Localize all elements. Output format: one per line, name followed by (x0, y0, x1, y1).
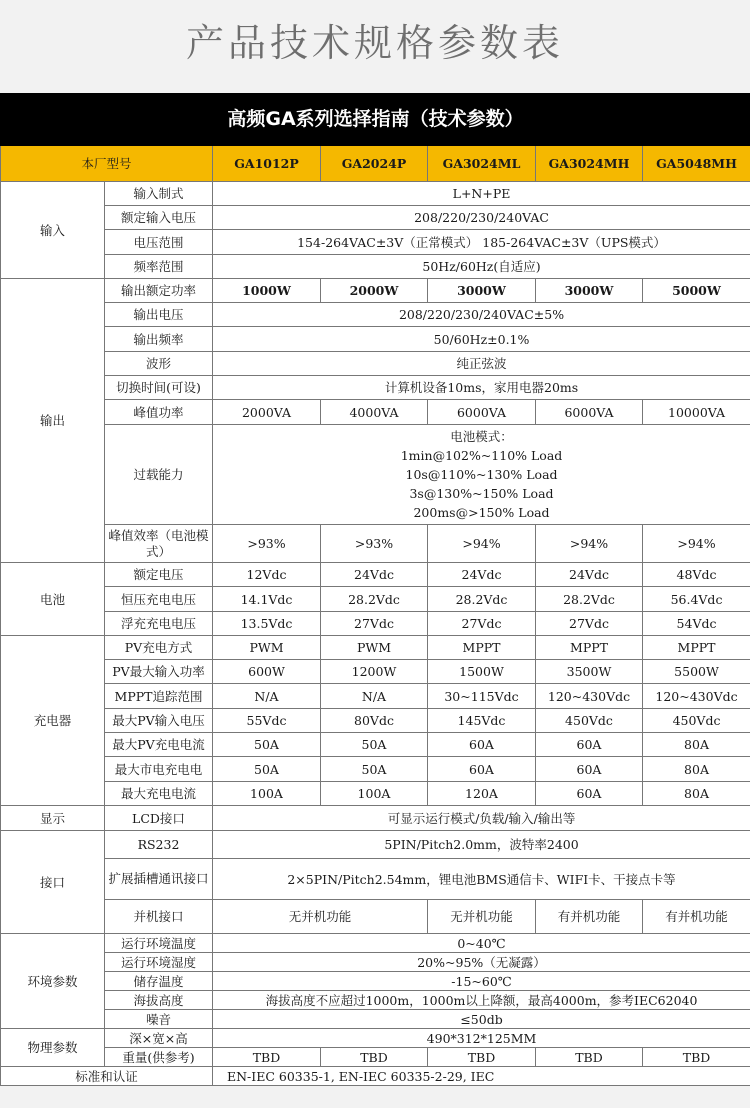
param-value: 3500W (536, 660, 643, 684)
param-value: 12Vdc (213, 563, 321, 587)
table-row (1, 400, 750, 425)
param-value: PWM (321, 636, 428, 660)
param-value: 80Vdc (321, 709, 428, 733)
param-value: 5500W (643, 660, 750, 684)
param-value: 50A (321, 733, 428, 757)
table-row (1, 1048, 750, 1067)
param-value: 50A (213, 757, 321, 782)
param-value: 0~40℃ (213, 934, 750, 953)
param-value: 30~115Vdc (428, 684, 536, 709)
param-value: >94% (643, 525, 750, 563)
table-row (1, 782, 750, 806)
param-value: 24Vdc (321, 563, 428, 587)
param-value: 10000VA (643, 400, 750, 425)
param-label: 输入制式 (105, 182, 213, 206)
param-label: 深×宽×高 (105, 1029, 213, 1048)
param-value: 有并机功能 (536, 900, 643, 934)
param-value: 120A (428, 782, 536, 806)
table-row (1, 425, 750, 525)
param-value: 5000W (643, 279, 750, 303)
param-label: 最大PV输入电压 (105, 709, 213, 733)
param-label: 运行环境湿度 (105, 953, 213, 972)
table-row (1, 279, 750, 303)
param-label: 峰值效率（电池模式） (105, 525, 213, 563)
param-value: 纯正弦波 (213, 352, 750, 376)
model-header: GA2024P (321, 146, 428, 182)
param-label: 额定电压 (105, 563, 213, 587)
header-row (1, 146, 750, 182)
table-row (1, 303, 750, 327)
param-value: >93% (213, 525, 321, 563)
param-label: LCD接口 (105, 806, 213, 831)
param-label: 最大PV充电电流 (105, 733, 213, 757)
param-value: TBD (213, 1048, 321, 1067)
param-value: 50Hz/60Hz(自适应) (213, 255, 750, 279)
table-row (1, 733, 750, 757)
param-value: 450Vdc (536, 709, 643, 733)
param-value: 100A (213, 782, 321, 806)
param-value: 24Vdc (536, 563, 643, 587)
param-value: 80A (643, 733, 750, 757)
param-value: 80A (643, 757, 750, 782)
param-value: 28.2Vdc (428, 587, 536, 612)
param-label: RS232 (105, 831, 213, 859)
param-value: 有并机功能 (643, 900, 750, 934)
param-label: 噪音 (105, 1010, 213, 1029)
param-value: 60A (536, 757, 643, 782)
param-label: 输出电压 (105, 303, 213, 327)
param-label: 电压范围 (105, 230, 213, 255)
param-value: 2×5PIN/Pitch2.54mm，锂电池BMS通信卡、WIFI卡、干接点卡等 (213, 859, 750, 900)
table-row (1, 660, 750, 684)
param-value: N/A (321, 684, 428, 709)
param-value: 6000VA (428, 400, 536, 425)
table-row (1, 587, 750, 612)
param-label: 输出频率 (105, 327, 213, 352)
param-value: 55Vdc (213, 709, 321, 733)
param-label: 切换时间(可设) (105, 376, 213, 400)
param-value: TBD (536, 1048, 643, 1067)
table-row (1, 352, 750, 376)
param-value: -15~60℃ (213, 972, 750, 991)
table-row (1, 757, 750, 782)
table-row (1, 934, 750, 953)
param-value: 60A (428, 733, 536, 757)
param-label: 运行环境温度 (105, 934, 213, 953)
param-label: 扩展插槽通讯接口 (105, 859, 213, 900)
param-value: 80A (643, 782, 750, 806)
table-row (1, 991, 750, 1010)
param-value: 3000W (428, 279, 536, 303)
overload-line: 10s@110%~130% Load (405, 467, 558, 482)
param-label: 储存温度 (105, 972, 213, 991)
param-value: 50A (213, 733, 321, 757)
param-value: PWM (213, 636, 321, 660)
param-value: 1500W (428, 660, 536, 684)
table-row (1, 953, 750, 972)
table-row (1, 327, 750, 352)
table-row (1, 1010, 750, 1029)
param-value: 27Vdc (536, 612, 643, 636)
param-value: 27Vdc (321, 612, 428, 636)
param-value: 208/220/230/240VAC (213, 206, 750, 230)
param-value: 490*312*125MM (213, 1029, 750, 1048)
table-row (1, 684, 750, 709)
param-value: 54Vdc (643, 612, 750, 636)
page-title: 产品技术规格参数表 (0, 0, 750, 93)
param-value: 28.2Vdc (321, 587, 428, 612)
param-label: 标准和认证 (1, 1067, 213, 1086)
param-value: 60A (536, 782, 643, 806)
param-value: N/A (213, 684, 321, 709)
table-row (1, 859, 750, 900)
overload-line: 200ms@>150% Load (413, 505, 550, 520)
param-value: 154-264VAC±3V（正常模式） 185-264VAC±3V（UPS模式） (213, 230, 750, 255)
table-row (1, 376, 750, 400)
param-value: 4000VA (321, 400, 428, 425)
param-value: 28.2Vdc (536, 587, 643, 612)
param-value: 120~430Vdc (643, 684, 750, 709)
param-value: 120~430Vdc (536, 684, 643, 709)
table-row (1, 831, 750, 859)
group-label: 充电器 (1, 636, 105, 806)
param-label: 最大充电电流 (105, 782, 213, 806)
param-value: 1000W (213, 279, 321, 303)
table-row (1, 900, 750, 934)
overload-line: 电池模式： (450, 429, 513, 444)
model-header: GA1012P (213, 146, 321, 182)
param-label: 额定输入电压 (105, 206, 213, 230)
overload-line: 3s@130%~150% Load (409, 486, 554, 501)
table-banner: 高频GA系列选择指南（技术参数） (1, 94, 750, 146)
param-value: 600W (213, 660, 321, 684)
param-label: MPPT追踪范围 (105, 684, 213, 709)
table-row (1, 709, 750, 733)
param-value: 50/60Hz±0.1% (213, 327, 750, 352)
param-value: 5PIN/Pitch2.0mm，波特率2400 (213, 831, 750, 859)
param-value: 2000VA (213, 400, 321, 425)
param-label: 浮充充电电压 (105, 612, 213, 636)
table-row (1, 563, 750, 587)
group-label: 输入 (1, 182, 105, 279)
param-value: 可显示运行模式/负载/输入/输出等 (213, 806, 750, 831)
overload-line: 1min@102%~110% Load (400, 448, 563, 463)
group-label: 输出 (1, 279, 105, 563)
param-value: >94% (536, 525, 643, 563)
group-label: 接口 (1, 831, 105, 934)
param-value: 100A (321, 782, 428, 806)
group-label: 环境参数 (1, 934, 105, 1029)
param-value: 无并机功能 (428, 900, 536, 934)
param-value: 208/220/230/240VAC±5% (213, 303, 750, 327)
table-row (1, 612, 750, 636)
param-label: PV充电方式 (105, 636, 213, 660)
param-value: 56.4Vdc (643, 587, 750, 612)
model-header: GA5048MH (643, 146, 750, 182)
param-value: MPPT (536, 636, 643, 660)
param-value: 2000W (321, 279, 428, 303)
param-label: 海拔高度 (105, 991, 213, 1010)
table-row (1, 206, 750, 230)
param-value: TBD (321, 1048, 428, 1067)
param-value: 计算机设备10ms，家用电器20ms (213, 376, 750, 400)
table-row (1, 1067, 750, 1086)
param-value: L+N+PE (213, 182, 750, 206)
param-value: 14.1Vdc (213, 587, 321, 612)
param-value: 48Vdc (643, 563, 750, 587)
param-value: 50A (321, 757, 428, 782)
param-value: 海拔高度不应超过1000m，1000m以上降额，最高4000m，参考IEC62040 (213, 991, 750, 1010)
param-label: 输出额定功率 (105, 279, 213, 303)
param-value: MPPT (643, 636, 750, 660)
table-row (1, 636, 750, 660)
param-value: ≤50db (213, 1010, 750, 1029)
table-row (1, 1029, 750, 1048)
param-value: 3000W (536, 279, 643, 303)
param-value: 60A (428, 757, 536, 782)
param-value: >93% (321, 525, 428, 563)
table-row (1, 525, 750, 563)
param-label: 过载能力 (105, 425, 213, 525)
param-label: 波形 (105, 352, 213, 376)
param-value: 450Vdc (643, 709, 750, 733)
overload-value (213, 425, 750, 525)
param-value: 24Vdc (428, 563, 536, 587)
param-label: 频率范围 (105, 255, 213, 279)
table-row (1, 806, 750, 831)
param-value: >94% (428, 525, 536, 563)
group-label: 电池 (1, 563, 105, 636)
param-value: EN-IEC 60335-1, EN-IEC 60335-2-29, IEC (213, 1067, 750, 1086)
table-row (1, 182, 750, 206)
param-label: 并机接口 (105, 900, 213, 934)
param-value: 6000VA (536, 400, 643, 425)
table-row (1, 230, 750, 255)
param-value: 13.5Vdc (213, 612, 321, 636)
param-label: 恒压充电电压 (105, 587, 213, 612)
param-value: 无并机功能 (213, 900, 428, 934)
param-value: MPPT (428, 636, 536, 660)
param-value: 27Vdc (428, 612, 536, 636)
param-label: 最大市电充电电 (105, 757, 213, 782)
model-header: GA3024ML (428, 146, 536, 182)
group-label: 显示 (1, 806, 105, 831)
param-value: TBD (428, 1048, 536, 1067)
spec-table (0, 93, 750, 1086)
table-row (1, 972, 750, 991)
param-label: 重量(供参考) (105, 1048, 213, 1067)
param-label: 峰值功率 (105, 400, 213, 425)
param-value: 20%~95%（无凝露） (213, 953, 750, 972)
param-label: PV最大输入功率 (105, 660, 213, 684)
banner-row (1, 94, 750, 146)
param-value: 145Vdc (428, 709, 536, 733)
param-value: TBD (643, 1048, 750, 1067)
group-label: 物理参数 (1, 1029, 105, 1067)
model-header-label: 本厂型号 (1, 146, 213, 182)
model-header: GA3024MH (536, 146, 643, 182)
param-value: 1200W (321, 660, 428, 684)
table-row (1, 255, 750, 279)
param-value: 60A (536, 733, 643, 757)
